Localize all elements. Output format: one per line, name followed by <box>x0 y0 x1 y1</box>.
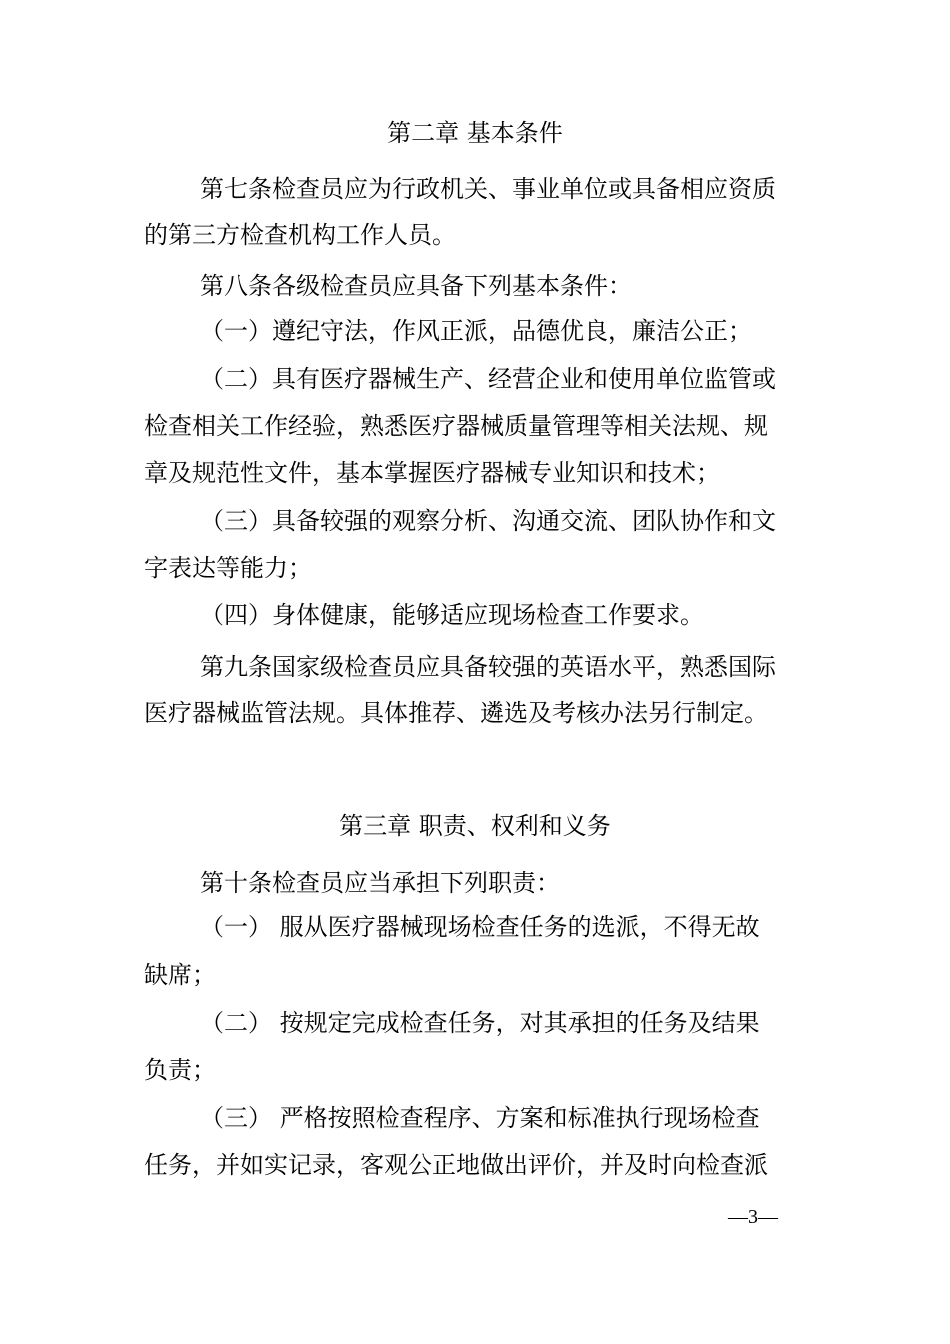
article-7-line-2: 的第三方检查机构工作人员。 <box>144 221 456 249</box>
article-10-item-1-line-2: 缺席； <box>144 961 216 989</box>
article-8-item-1: （一）遵纪守法，作风正派，品德优良，廉洁公正； <box>200 317 752 345</box>
article-8-item-2-line-1: （二）具有医疗器械生产、经营企业和使用单位监管或 <box>200 365 776 393</box>
article-10-line-1: 第十条检查员应当承担下列职责： <box>200 869 560 897</box>
page-number: —3— <box>728 1206 778 1228</box>
article-7-line-1: 第七条检查员应为行政机关、事业单位或具备相应资质 <box>200 175 776 203</box>
article-10-item-1-line-1: （一） 服从医疗器械现场检查任务的选派，不得无故 <box>200 913 760 941</box>
article-8-item-4: （四）身体健康，能够适应现场检查工作要求。 <box>200 601 704 629</box>
article-9-line-1: 第九条国家级检查员应具备较强的英语水平，熟悉国际 <box>200 653 776 681</box>
chapter-2-title: 第二章 基本条件 <box>387 119 563 147</box>
article-10-item-3-line-2: 任务，并如实记录，客观公正地做出评价，并及时向检查派 <box>144 1151 768 1179</box>
article-8-item-2-line-2: 检查相关工作经验，熟悉医疗器械质量管理等相关法规、规 <box>144 412 768 440</box>
article-8-item-2-line-3: 章及规范性文件，基本掌握医疗器械专业知识和技术； <box>144 459 720 487</box>
article-10-item-2-line-2: 负责； <box>144 1056 216 1084</box>
article-10-item-3-line-1: （三） 严格按照检查程序、方案和标准执行现场检查 <box>200 1104 760 1132</box>
article-8-item-3-line-2: 字表达等能力； <box>144 554 312 582</box>
chapter-3-title: 第三章 职责、权利和义务 <box>339 812 611 840</box>
article-10-item-2-line-1: （二） 按规定完成检查任务，对其承担的任务及结果 <box>200 1009 760 1037</box>
article-8-line-1: 第八条各级检查员应具备下列基本条件： <box>200 272 632 300</box>
article-8-item-3-line-1: （三）具备较强的观察分析、沟通交流、团队协作和文 <box>200 507 776 535</box>
article-9-line-2: 医疗器械监管法规。具体推荐、遴选及考核办法另行制定。 <box>144 699 768 727</box>
